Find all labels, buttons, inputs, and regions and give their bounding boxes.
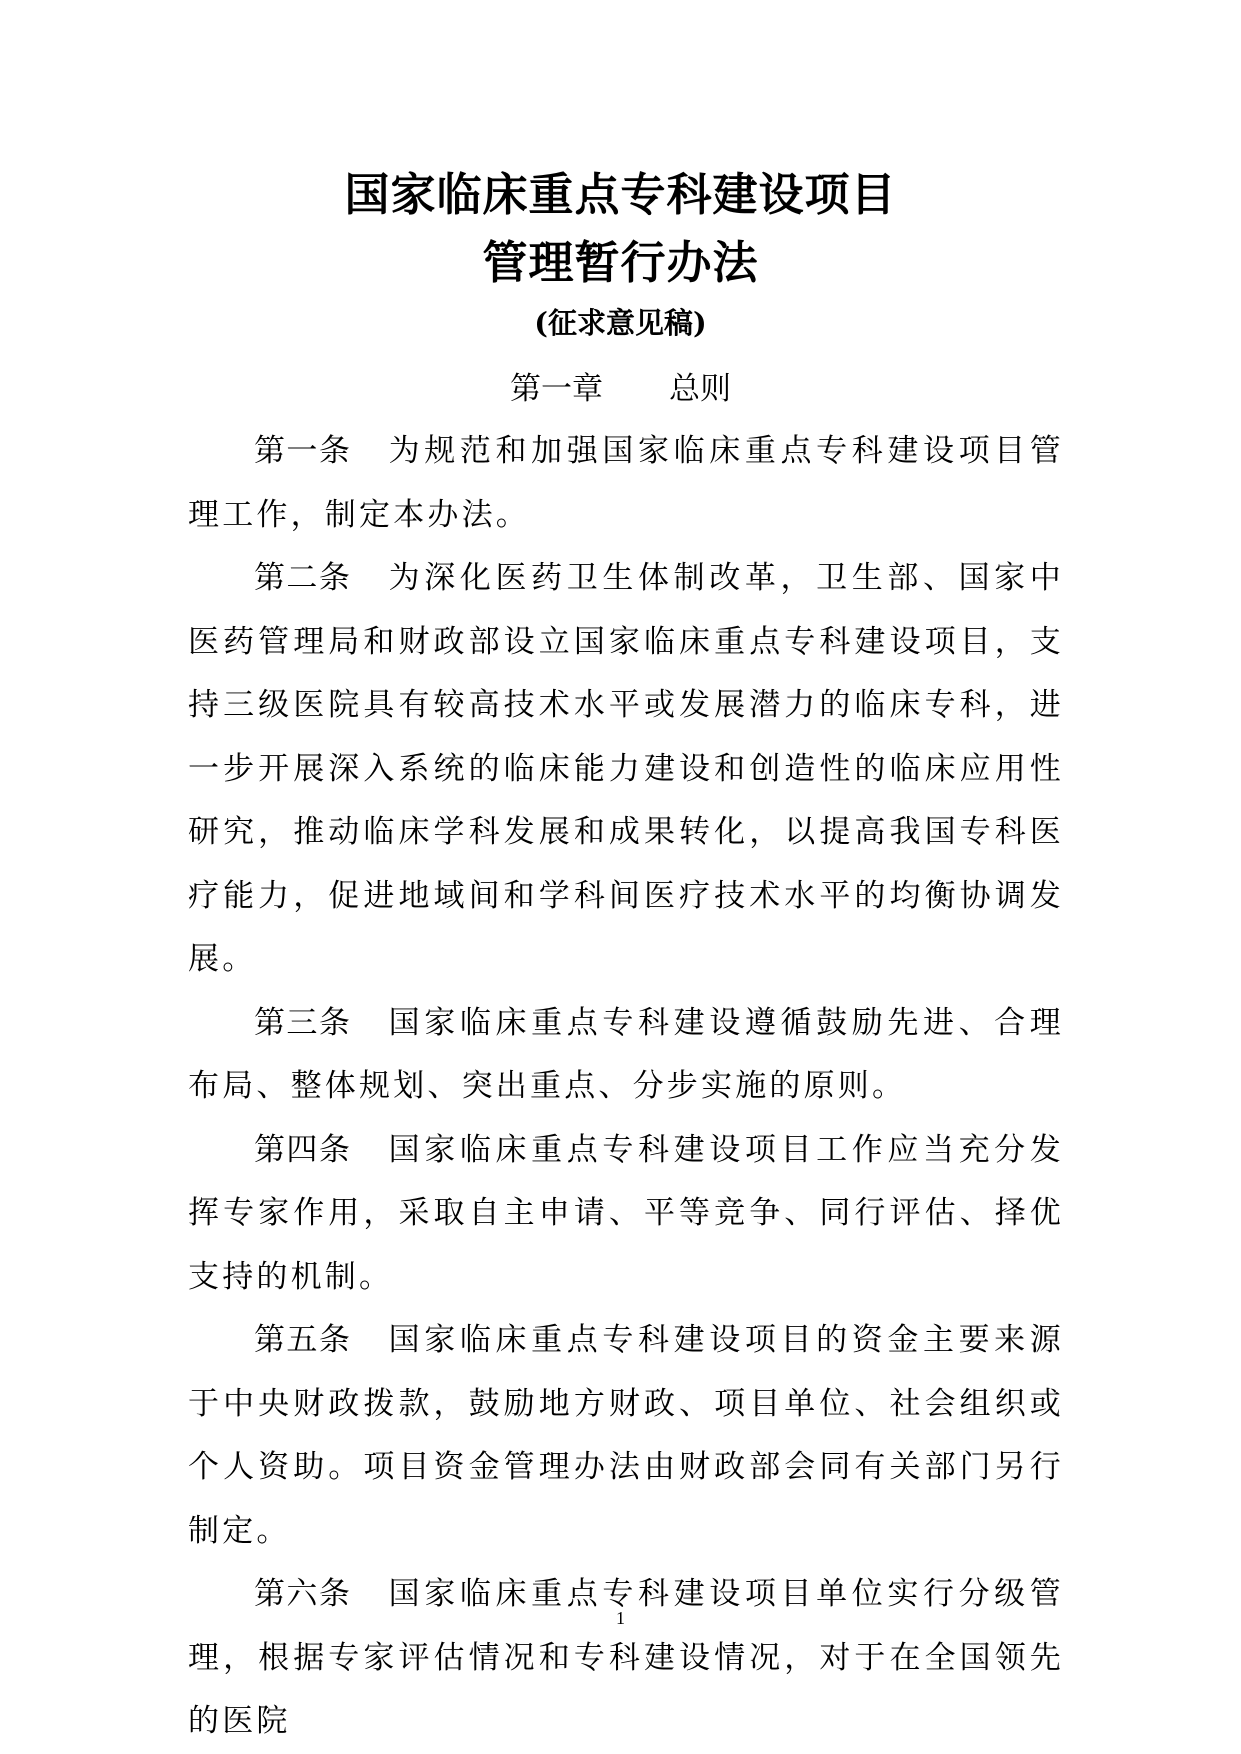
article-label: 第一条 [254,433,352,469]
article-5 [188,1309,1064,1563]
article-text: 国家临床重点专科建设项目单位实行分级管理，根据专家评估情况和专科建设情况，对于在全国领先的医院 [188,1576,1064,1739]
article-label: 第三条 [254,1004,352,1041]
page-number: 1 [616,1608,625,1628]
article-3 [188,992,1064,1119]
article-text: 国家临床重点专科建设遵循鼓励先进、合理布局、整体规划、突出重点、分步实施的原则。 [188,1004,1064,1104]
document-title-line-2: 管理暂行办法 [482,236,759,289]
document-subtitle: (征求意见稿) [534,306,707,340]
article-2 [188,547,1064,992]
article-label: 第四条 [254,1131,352,1168]
chapter-name: 总则 [669,371,731,407]
chapter-number: 第一章 [510,371,603,407]
article-1 [188,420,1064,547]
article-text: 为规范和加强国家临床重点专科建设项目管理工作，制定本办法。 [188,433,1064,533]
article-text: 为深化医药卫生体制改革，卫生部、国家中医药管理局和财政部设立国家临床重点专科建设项目，支持三级医院具有较高技术水平或发展潜力的临床专科，进一步开展深入系统的临床能力建设和创造性的临床应用性研究，推动临床学科发展和成果转化，以提高我国专科医疗能力，促进地域间和学科间医疗技术水平的均衡协调发展。 [188,560,1064,977]
article-text: 国家临床重点专科建设项目的资金主要来源于中央财政拨款，鼓励地方财政、项目单位、社会组织或个人资助。项目资金管理办法由财政部会同有关部门另行制定。 [188,1322,1064,1549]
document-body [188,420,1064,1754]
document-title-line-1: 国家临床重点专科建设项目 [344,168,897,221]
article-6 [188,1563,1064,1754]
article-label: 第五条 [254,1322,352,1358]
article-4 [188,1119,1064,1310]
chapter-heading [0,368,1241,410]
article-label: 第六条 [254,1576,352,1612]
article-label: 第二条 [254,560,352,596]
article-text: 国家临床重点专科建设项目工作应当充分发挥专家作用，采取自主申请、平等竞争、同行评估、择优支持的机制。 [188,1131,1064,1295]
